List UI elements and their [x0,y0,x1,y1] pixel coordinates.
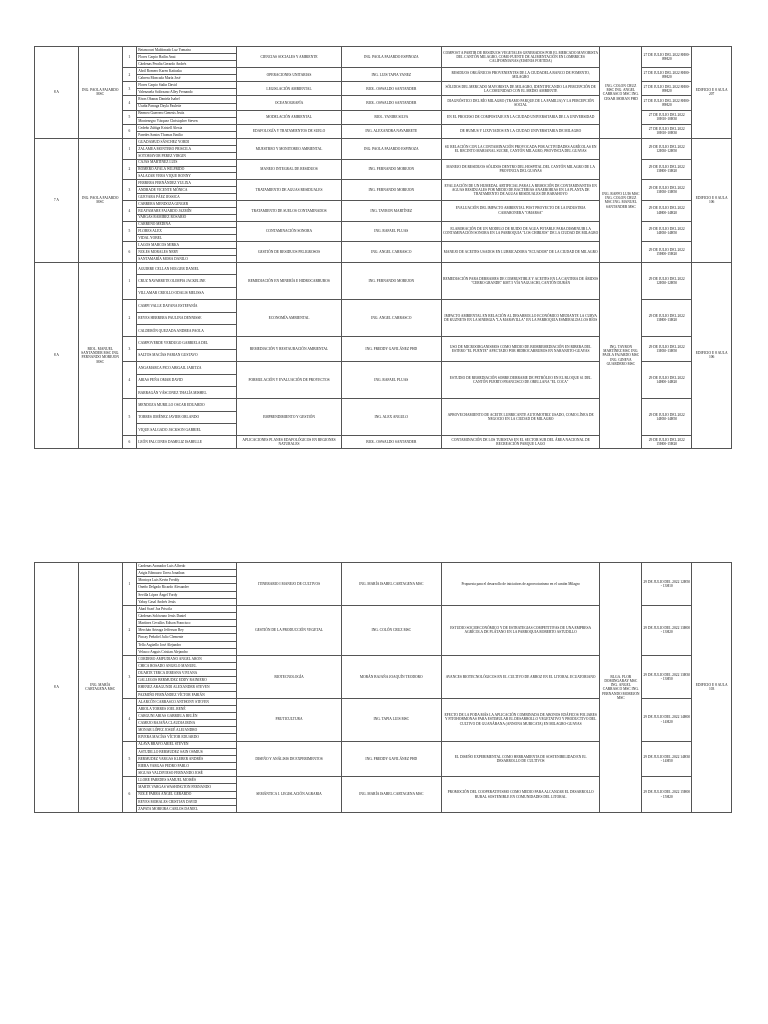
schedule-block-4 [34,562,732,813]
student-name-cell: Pincay Peñafiel Julio Clemente [137,634,237,641]
date-time-cell: 29 DE JULIO DEL 2022 15H00 - 15H20 [642,777,692,813]
date-time-cell: 29 DE JULIO DEL 2022 12H30-12H50 [642,263,692,300]
topic-cell: AVANCES BIOTECNOLÓGICOS EN EL CULTIVO DE ARROZ EN EL LITORAL ECUATORIANO [441,655,600,698]
date-time-cell: 29 DE JULIO DEL 2022 14H00-14H20 [642,200,692,221]
schedule-block-3 [34,262,732,449]
topic-cell: EN EL PROCESO DE COMPOSTAJE EN LA CIUDAD UNIVERSITARIA DE LA UNIVERSIDAD [441,110,600,124]
student-name-cell: Flores Carpio Hailin Anai [137,54,237,61]
student-name-cell: REYES MORALES CRISTIAN DAVID [137,798,237,805]
teacher-cell: ING. FERNANDO MOREJON [341,263,441,300]
student-name-cell: GALLEGOS BERMUDEZ EDDY RAINIERO [137,677,237,684]
date-time-cell: 29 DE JULIO DEL 2022 12H30-12H50 [642,139,692,160]
subject-cell: BIOTECNOLOGÍA [237,655,341,698]
student-name-cell: Cedeño Zúñiga Kristell Alexia [137,124,237,131]
student-name-cell: Valenzuela Solórzano Alley Fernando [137,89,237,96]
subject-cell: MANEJO INTEGRAL DE RESIDUOS [237,159,341,180]
subject-cell: EDAFOLOGÍA Y TRATAMIENTOS DE SUELO [237,124,341,138]
group-number-cell: 2 [122,68,137,82]
student-name-cell: SALAZAR VERA VIQUE RONNY [137,173,237,180]
group-number-cell: 1 [122,563,137,606]
student-name-cell: FLORES ALEX [137,228,237,235]
subject-cell: REMEDIACIÓN Y RESTAURACIÓN AMBIENTAL [237,337,341,362]
group-number-cell: 4 [122,362,137,399]
semester-cell: 8 A [35,563,79,813]
topic-cell: CONTAMINACIÓN DE LOS TURISTAS EN EL SECTOR SUR DEL ÁREA NACIONAL DE RECREACIÓN PARQUE LAGO [441,436,600,448]
teacher-cell: ING. FREDDY GAVILÁNEZ PHD [341,741,441,777]
tutor-cell: ING. MARÍA CARTAGENA MSC [78,563,122,813]
tribunal-cell: ING. RAFFO LUIS MSC ING. COLON CRUZ MSC ING. MANUEL SANTANDER MSC [600,139,642,263]
topic-cell: EVALUACIÓN DEL IMPACTO AMBIENTAL POST PROYECTO DE LA INDUSTRIA CAMARONERA "OMARSA" [441,200,600,221]
teacher-cell: ING. ALEXANDRA NAVARRETE [341,124,441,138]
tutor-cell: BIOL. MANUEL SANTANDER MSC ING. FERNANDO MOREJON MSC [78,263,122,449]
teacher-cell: BIOL. OSWALDO SANTANDER [341,82,441,96]
semester-cell: 7 A [35,139,79,263]
student-name-cell: RIERA VARGAS PEDRO PABLO [137,762,237,769]
tutor-cell: ING. PAOLA FAJARDO MSC [78,47,122,139]
group-number-cell: 3 [122,180,137,201]
topic-cell: MANEJO DE RESIDUOS SÓLIDOS DENTRO DEL HOSPITAL DEL CANTÓN MILAGRO DE LA PROVINCIA DEL GUAYAS [441,159,600,180]
student-name-cell: SALTOS MACÍAS FABIAN GUSTAVO [137,349,237,361]
student-name-cell: CRUZ NAVARRETE OLIMPIA JACKELINE [137,275,237,287]
teacher-cell: ING. MARÍA ISABEL CARTAGENA MSC [341,563,441,606]
date-time-cell: 29 DE JULIO DEL 2022 13H00-13H20 [642,300,692,337]
group-number-cell: 5 [122,221,137,242]
date-time-cell: 29 DE JULIO DEL 2022 14H30 - 14H50 [642,741,692,777]
student-name-cell: BARRAGÁN VÁSCONEZ THALÍA MISHEL [137,386,237,398]
student-name-cell: DUARTE TERCA JERESNA VIVIANA [137,670,237,677]
subject-cell: ITINERARIO I MANEJO DE CULTIVOS [237,563,341,606]
schedule-block-2 [34,138,732,263]
group-number-cell: 5 [122,399,137,436]
student-name-cell: Velasco Anguis Cristian Alejandro [137,648,237,655]
teacher-cell: ING. MARÍA ISABEL CARTAGENA MSC [341,777,441,813]
semester-cell: 8 A [35,263,79,449]
schedule-table [34,138,732,263]
subject-cell: REMEDIACIÓN EN MINERÍA E HIDROCARBUROS [237,263,341,300]
student-name-cell: Ucaña Parraga Dayla Paulette [137,103,237,110]
student-name-cell: ZAPATA MOREIRA CARLOS DANIEL [137,805,237,812]
topic-cell: MANEJO DE ACEITES USADOS EN LUBRICADORA "ECUADOR" DE LA CIUDAD DE MILAGRO [441,242,600,263]
subject-cell: DISEÑO Y ANÁLISIS DE EXPERIMENTOS [237,741,341,777]
group-number-cell: 3 [122,82,137,96]
date-time-cell: 29 DE JULIO DEL 2022 13H30-13H50 [642,180,692,201]
group-number-cell: 1 [122,47,137,68]
subject-cell: MODELACIÓN AMBIENTAL [237,110,341,124]
date-time-cell: 29 DE JULIO DEL 2022 14H00 - 14H20 [642,698,692,741]
classroom-cell: EDIFICIO E 8 AULA 106 [692,263,732,449]
date-time-cell: 27 DE JULIO DEL 2022 8H00-09H20 [642,68,692,82]
student-name-cell: VARGAS RAMÍREZ ROSARIO [137,214,237,221]
teacher-cell: BIOL. OSWALDO SANTANDER [341,96,441,110]
subject-cell: OPERACIONES UNITARIAS [237,68,341,82]
group-number-cell: 5 [122,110,137,124]
date-time-cell: 29 DE JULIO DEL 2022 15H00-15H20 [642,436,692,448]
subject-cell: ECONOMÍA AMBIENTAL [237,300,341,337]
topic-cell: REMEDIACIÓN PARA DERRAMES DE COMBUSTIBLE Y ACEITES EN LA CANTERA DE ÁRIDOS "CERRO GRANDE" KM7.5 VÍA YAGUACHI, CANTÓN DURÁN [441,263,600,300]
group-number-cell: 2 [122,159,137,180]
schedule-block-1 [34,46,732,139]
date-time-cell: 29 DE JULIO DEL 2022 13H00-13H20 [642,159,692,180]
student-name-cell: Montenegro Vásquez Christopher Steven [137,117,237,124]
subject-cell: TRATAMIENTO DE SUELOS CONTAMINADOS [237,200,341,221]
topic-cell: SU RELACIÓN CON LA CONTAMINACIÓN PROVOCADA POR ACTIVIDADES AGRÍCOLAS EN EL RECINTO MARIANAL SUCRE, CANTÓN MILAGRO, PROVINCIA DEL GUAYAS [441,139,600,160]
subject-cell: GESTIÓN DE LA PRODUCCIÓN VEGETAL [237,605,341,655]
teacher-cell: ING. FERNANDO MOREJON [341,180,441,201]
subject-cell: TRATAMIENTO DE AGUAS RESIDUALES [237,180,341,201]
teacher-cell: ING. LUIS TAPIA YANEZ [341,68,441,82]
subject-cell: CIENCIAS SOCIALES Y AMBIENTE [237,47,341,68]
subject-cell: EMPRENDIMIENTO Y GESTIÓN [237,399,341,436]
student-name-cell: Martínez Cevallos Edison Francisco [137,620,237,627]
date-time-cell: 27 DE JULIO DEL 2022 8H00-09H20 [642,82,692,96]
teacher-cell: ING. ALEX ANGULO [341,399,441,436]
subject-cell: OCEANOGRAFÍA [237,96,341,110]
tribunal-cell: ING. COLON CRUZ MSC ING. ANGEL CARRASCO MSC ING. CESAR MORAN PHD [600,47,642,139]
student-name-cell: RHENEZ ARAGUNDI ALEXANDER STEVEN [137,684,237,691]
group-number-cell: 1 [122,139,137,160]
teacher-cell: ING. PAOLA FAJARDO ESPINOZA [341,47,441,68]
student-name-cell: ARIAS PEÑA OMAR DAVID [137,374,237,386]
student-name-cell: CAJAS MARTÍNEZ LUIS [137,159,237,166]
group-number-cell: 6 [122,436,137,448]
student-name-cell: RIVERA MACÍAS VÍCTOR EDUARDO [137,734,237,741]
student-name-cell: ZALAMEA MONTERO PRISCILA [137,145,237,152]
group-number-cell: 6 [122,242,137,263]
student-name-cell: GUEVARA PÁEZ JESSICA [137,194,237,201]
date-time-cell: 29 DE JULIO DEL 2022 14H30-14H50 [642,399,692,436]
student-name-cell: CAMPOVERDE VERDUGO GABRIELA DEL [137,337,237,349]
teacher-cell: ING. FERNANDO MOREJON [341,159,441,180]
student-name-cell: MONAR LÓPEZ JOSUÉ ALEJANDRO [137,727,237,734]
subject-cell: SEMÁNTICA I. LEGISLACIÓN AGRARIA [237,777,341,813]
table-row [35,563,732,570]
student-name-cell: Sevilla López Ángel Yordy [137,591,237,598]
tribunal-cell: BLGA. FLOR DOMINGARAY MSC ING. ANGEL CARRASCO MSC ING. FERNANDO MOREJON MSC [600,563,642,813]
topic-cell: COMPOST A PARTIR DE RESIDUOS VEGETALES GENERADOS POR EL MERCADO MAYORISTA DEL CANTÓN MILAGRO, COMO FUENTE DE ALIMENTACIÓN EN LOMBRICES CALIFORNIANAS (EISENIA FOETIDA) [441,47,600,68]
schedule-table [34,562,732,813]
student-name-cell: Yabay Casal Andrés Jesús [137,598,237,605]
teacher-cell: BIOL. OSWALDO SANTANDER [341,436,441,448]
student-name-cell: CAMPI VALLE DAYANA ESTEFANÍA [137,300,237,312]
student-name-cell: LLORE PAREDES SAMUEL MOISÉS [137,777,237,784]
group-number-cell: 3 [122,337,137,362]
teacher-cell: ING. PAOLA FAJARDO ESPINOZA [341,139,441,160]
student-name-cell: ALARCÓN CARRASCO ANTHONY STEVEN [137,698,237,705]
student-name-cell: Paredes Santos Thomas Emilio [137,131,237,138]
date-time-cell: 27 DE JULIO DEL 2022 10H10-10H30 [642,124,692,138]
teacher-cell: BIOL. YANIRE SILVA [341,110,441,124]
student-name-cell: CHICA ROSADO ANGELO MANUEL [137,662,237,669]
table-row [35,47,732,54]
topic-cell: EVALUACIÓN DE UN HUMEDAL ARTIFICIAL PARA LA REMOCIÓN DE CONTAMINANTES EN AGUAS RESIDUALES POR MEDIO DE BACTERIAS ANAEROBIAS EN LA PLANTA DE TRATAMIENTO DE AGUAS RESIDUALES DE BABAHOYO [441,180,600,201]
subject-cell: CONTAMINACIÓN SONORA [237,221,341,242]
group-number-cell: 6 [122,124,137,138]
student-name-cell: Montoya Luis Kevin Freddy [137,577,237,584]
topic-cell: IMPACTO AMBIENTAL EN RELACIÓN AL DESARROLLO ECONÓMICO MEDIANTE LA CURVA DE KUZNETS EN LA SINERGIA "LA MARAVILLA" EN LA PARROQUIA ESMERALDA LOS RÍOS [441,300,600,337]
student-name-cell: ANGAMARCA PICO ABIGAIL JARITZA [137,362,237,374]
teacher-cell: MORÁN BAJAÑA JOAQUÍN TEODORO [341,655,441,698]
group-number-cell: 1 [122,263,137,300]
teacher-cell: ING. COLÓN CRUZ MSC [341,605,441,655]
teacher-cell: ING. RAFAEL PLUAS [341,221,441,242]
classroom-cell: EDIFICIO E 8 AULA 106 [692,139,732,263]
subject-cell: APLICACIONES PLANES EDAFOLÓGICOS EN REGIONES NATURALES [237,436,341,448]
student-name-cell: ANDRADE VICENTE MÓNICA [137,187,237,194]
date-time-cell: 27 DE JULIO DEL 2022 8H00-09H20 [642,96,692,110]
student-name-cell: Tello Argüello José Alejandro [137,641,237,648]
date-time-cell: 27 DE JULIO DEL 2022 8H00-09H20 [642,47,692,68]
semester-cell: 8 A [35,47,79,139]
student-name-cell: Flores Carpio Stalin David [137,82,237,89]
student-name-cell: NOLES MORALES NERY [137,249,237,256]
student-name-cell: AGUIRRE CELLAN HOLGER DANIEL [137,263,237,275]
student-name-cell: Arigiz Edmuuro Urrea Jonathan [137,570,237,577]
student-name-cell: Abad Scarf Joa Priscila [137,605,237,612]
teacher-cell: ING. TAPIA LUIS MSC [341,698,441,741]
student-name-cell: Betancourt Maldonado Luz Yomaira [137,47,237,54]
student-name-cell: Abril Romero Karen Katiuska [137,68,237,75]
tutor-cell: ING. PAOLA FAJARDO MSC [78,139,122,263]
student-name-cell: TORRES JIMÉNEZ JAVIER ORLANDO [137,411,237,423]
group-number-cell: 2 [122,605,137,655]
student-name-cell: VILLAMAR CRIOLLO ODALIS MELISSA [137,287,237,299]
group-number-cell: 5 [122,741,137,777]
student-name-cell: ALAVA BRAVO ARIEL STEVEN [137,741,237,748]
teacher-cell: ING. FREDDY GAVILÁNEZ PHD [341,337,441,362]
schedule-table [34,46,732,139]
teacher-cell: ING. ANGEL CARRASCO [341,242,441,263]
teacher-cell: ING. TAYRON MARTÍNEZ [341,200,441,221]
group-number-cell: 2 [122,300,137,337]
group-number-cell: 4 [122,200,137,221]
date-time-cell: 29 DE JULIO DEL 2022 12H50 - 13H10 [642,563,692,606]
student-name-cell: SANTAMARÍA MORA DANILO [137,255,237,262]
student-name-cell: PAZMIÑO FERNÁNDEZ VÍCTOR FABIÁN [137,691,237,698]
topic-cell: DIAGNÓSTICO DEL RÍO MILAGRO (TRAMO PARQUE DE LA FAMILIA) Y LA PERCEPCIÓN SOCIAL [441,96,600,110]
schedule-table [34,262,732,449]
date-time-cell: 29 DE JULIO DEL 2022 15H00-15H20 [642,242,692,263]
topic-cell: ELABORACIÓN DE UN MODELO DE RUIDO DE AGUA POTABLE PARA DISMINUIR LA CONTAMINACIÓN SONORA EN LA PARROQUIA "LOS CHIRIJOS" DE LA CIUDAD DE MILAGRO [441,221,600,242]
topic-cell: ESTUDIO DE REMEDIACIÓN SOBRE DERRAME DE PETRÓLEO EN EL BLOQUE 61 DEL CANTÓN PUERTO FRANCISCO DE ORELLANA "EL COCA" [441,362,600,399]
teacher-cell: ING. ANGEL CARRASCO [341,300,441,337]
classroom-cell: EDIFICIO E 8 AULA 207 [692,47,732,139]
student-name-cell: NOLE PARRA ÁNGEL GERARDO [137,791,237,798]
student-name-cell: FERRERA FERNÁNDEZ YULIXA [137,180,237,187]
group-number-cell: 6 [122,777,137,813]
date-time-cell: 29 DE JULIO DEL 2022 13H30 - 13H50 [642,655,692,698]
tribunal-cell: ING. TAYRON MARTÍNEZ MSC ING. PAOLA FAJARDO MSC ING. GINEVA GUARDERO MSC [600,263,642,449]
student-name-cell: LAGOS MARCOS MIRKA [137,242,237,249]
table-row [35,263,732,275]
student-name-cell: Merchán Arteaga Jefferson Rey [137,627,237,634]
student-name-cell: ARIOLA TORRES JOEL RENÉ [137,705,237,712]
date-time-cell: 29 DE JULIO DEL 2022 14H00-14H20 [642,362,692,399]
subject-cell: FRUTICULTURA [237,698,341,741]
table-row [35,139,732,146]
student-name-cell: ASTUDILLO BERMUDEZ SAIN OSMIUS [137,748,237,755]
topic-cell: Propuesta para el desarrollo de iniciativas de agroecoturismo en el cantón Milagro [441,563,600,606]
student-name-cell: MENDOZA MURILLO OSCAR EDUARDO [137,399,237,411]
student-name-cell: CORDERO AMPUDIANO ANGEL ARON [137,655,237,662]
student-name-cell: Oneño Delgado Ricardo Alexander [137,584,237,591]
student-name-cell: CABRERA MENDOZA GINGER [137,200,237,207]
topic-cell: EFECTO DE LA PODA MÁS LA APLICACIÓN COMBINADA DE ABONOS EDÁFICOS FOLIARES Y FITOHORMONAS PARA ESTIMULAR EL DESARROLLO VEGETATIVO Y PRODUCTIVO DEL CULTIVO DE GUANÁBANA (ANNONA MURICATA) EN MILAGRO-GUAYAS [441,698,600,741]
student-name-cell: ROMERO AYALA WILFRIDO [137,166,237,173]
date-time-cell: 29 DE JULIO DEL 2022 13H30-13H50 [642,337,692,362]
classroom-cell: EDIFICIO E 8 AULA 103 [692,563,732,813]
date-time-cell: 27 DE JULIO DEL 2022 10H10-10H30 [642,110,692,124]
teacher-cell: ING. RAFAEL PLUAS [341,362,441,399]
student-name-cell: SOTOMAYOR PEREZ VIRGIN [137,152,237,159]
student-name-cell: VIDAL YOBEL [137,235,237,242]
student-name-cell: REYES HERRERA PAULINA DENNISSE [137,312,237,324]
student-name-cell: Cárdenas Solórzano Jesús Daniel [137,612,237,619]
student-name-cell: SIGUAS VALDIVIESO FERNANDO JOSÉ [137,770,237,777]
student-name-cell: GUADAMUD SÁNCHEZ YORDI [137,139,237,146]
student-name-cell: CALDERÓN QUEZADA ANDREA PAOLA [137,324,237,336]
date-time-cell: 29 DE JULIO DEL 2022 14H30-14H50 [642,221,692,242]
subject-cell: GESTIÓN DE RESIDUOS PELIGROSOS [237,242,341,263]
student-name-cell: BUAYAMARE FAJARDO JAZMÍN [137,207,237,214]
student-name-cell: CARGUNI ARIAS GABRIELA BELÉN [137,712,237,719]
topic-cell: SÓLIDOS DEL MERCADO MAYORISTA DE MILAGRO, IDENTIFICANDO LA PERCEPCIÓN DE LA COMUNIDAD CON EL MEDIO AMBIENTE [441,82,600,96]
student-name-cell: VIQUE SALGADO JACKSON GABRIEL [137,424,237,436]
student-name-cell: CAMEJO BAJAÑA CLAUDIA IRINA [137,720,237,727]
date-time-cell: 29 DE JULIO DEL 2022 13H00 - 13H20 [642,605,692,655]
subject-cell: MUESTREO Y MONITOREO AMBIENTAL [237,139,341,160]
student-name-cell: Cardenas Avanador Luis Alfredo [137,563,237,570]
student-name-cell: Bermeo Guerrero Genesis Jesús [137,110,237,117]
student-name-cell: LEÓN FALCONES DAMELIZ ISABELLE [137,436,237,448]
topic-cell: APROVECHAMIENTO DE ACEITE LUBRICANTE AUTOMOTRIZ USADO, COMO LÍNEA DE NEGOCIO EN LA CIUDAD DE MILAGRO [441,399,600,436]
student-name-cell: Cárdenas Peralta Gerardo Andrés [137,61,237,68]
group-number-cell: 4 [122,96,137,110]
topic-cell: EL DISEÑO EXPERIMENTAL COMO HERRAMIENTA DE SOSTENIBILIDAD EN EL DESARROLLO DE CULTIVOS [441,741,600,777]
student-name-cell: BERMUDEZ VARGAS KLEBER ANDRÉS [137,755,237,762]
group-number-cell: 3 [122,655,137,698]
student-name-cell: MARTE VARGAS WASHINGTON FERNANDO [137,784,237,791]
topic-cell: USO DE MICROORGANISMOS COMO MEDIO DE BIORREMEDIACIÓN EN RIBERA DEL ESTERO "EL PUENTE" AFECTADO POR HIDROCARBUROS EN NARANJITO-GUAYAS [441,337,600,362]
subject-cell: FORMULACIÓN Y EVALUACIÓN DE PROYECTOS [237,362,341,399]
topic-cell: RESIDUOS ORGÁNICOS PROVENIENTES DE LA CIUDADELA BANCO DE FOMENTO, MILAGRO [441,68,600,82]
topic-cell: ESTUDIO SOCIOECONÓMICO Y DE ESTRATEGIAS COMPETITIVAS DE UNA EMPRESA AGRÍCOLA DE PLÁTANO EN LA PARROQUIA ROBERTO ASTUDILLO [441,605,600,655]
student-name-cell: Cabrera Moncada María José [137,75,237,82]
student-name-cell: CARREÑO MEDINA [137,221,237,228]
student-name-cell: Rivas Obanas Daniela Isabel [137,96,237,103]
topic-cell: PROMOCIÓN DEL COOPERATIVISMO COMO MEDIO PARA ALCANZAR EL DESARROLLO RURAL SOSTENIBLE EN COMUNIDADES DEL LITORAL [441,777,600,813]
subject-cell: LEGISLACIÓN AMBIENTAL [237,82,341,96]
group-number-cell: 4 [122,698,137,741]
topic-cell: DE HUMUS Y LIXIVIADOS EN LA CIUDAD UNIVERSITARIA DE MILAGRO [441,124,600,138]
